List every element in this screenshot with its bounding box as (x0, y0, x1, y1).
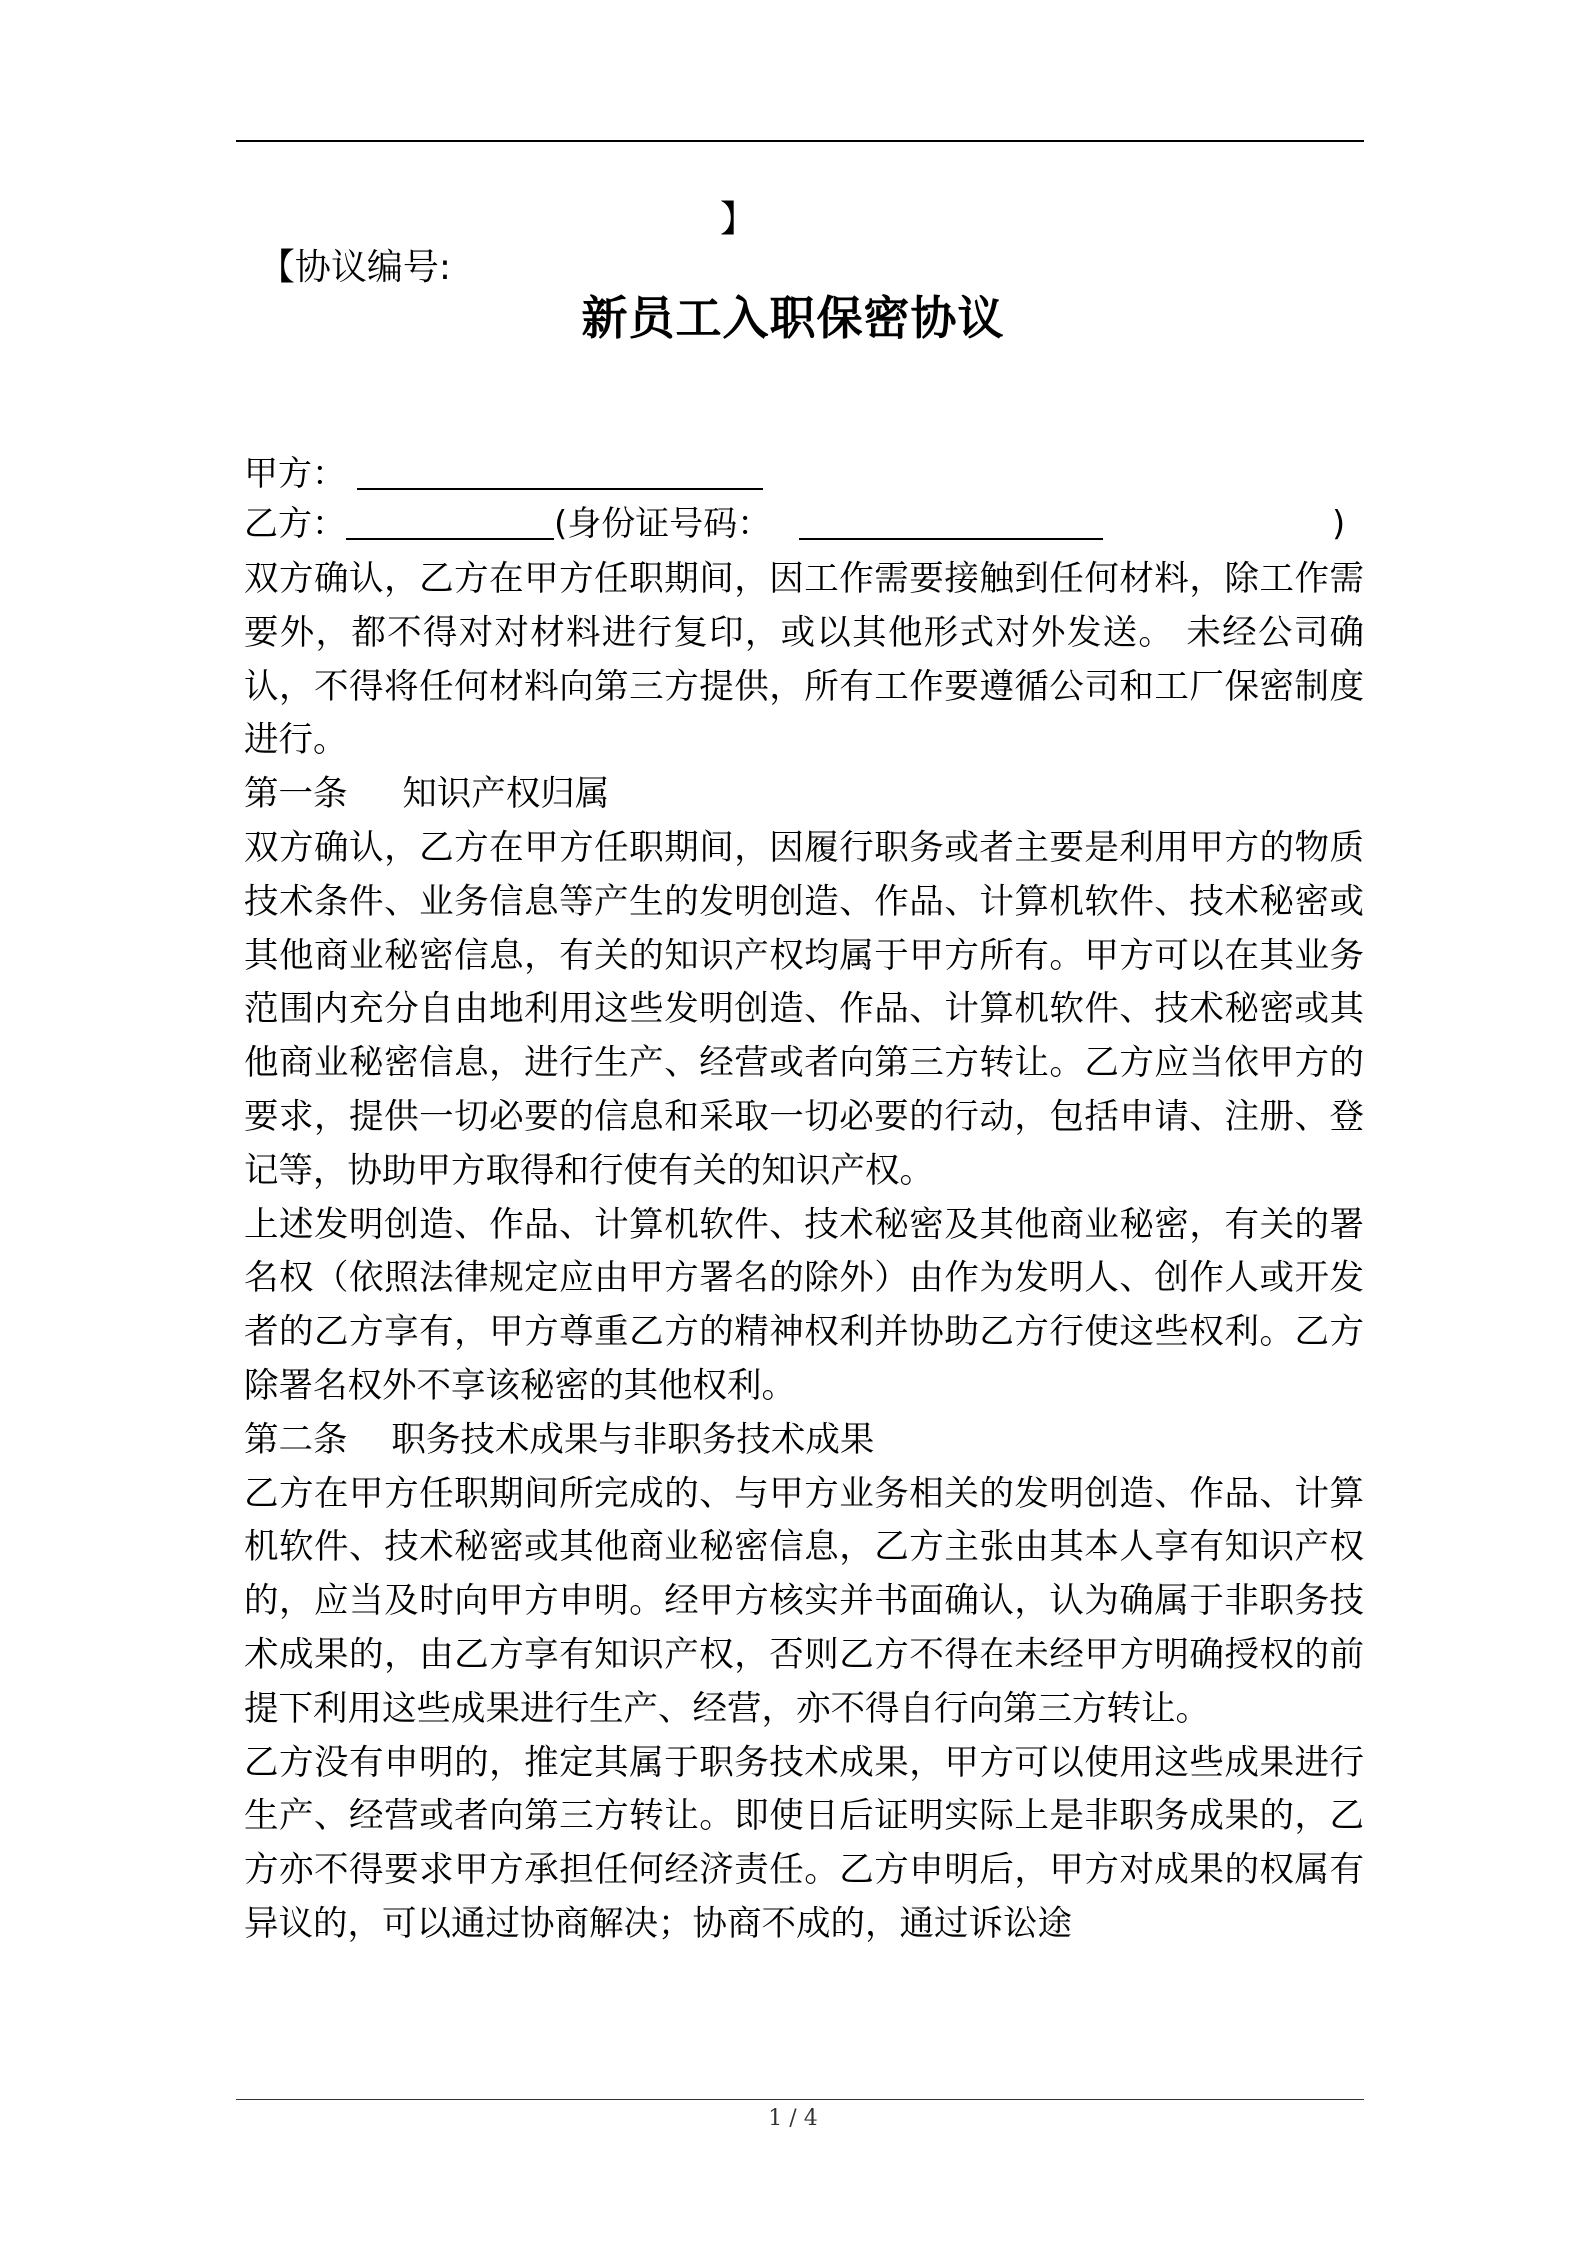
agreement-number-close: 】 (720, 199, 757, 240)
party-a-line (244, 452, 763, 496)
article-1-heading: 第一条 知识产权归属 (244, 774, 610, 815)
party-b-name-blank (346, 504, 554, 540)
page-number: 1 / 4 (768, 2106, 818, 2131)
article-2-paragraph-1: 乙方在甲方任职期间所完成的、与甲方业务相关的发明创造、作品、计算机软件、技术秘密或其他商业秘密信息，乙方主张由其本人享有知识产权的，应当及时向甲方申明。经甲方核实并书面确认，认为确属于非职务技术成果的，由乙方享有知识产权，否则乙方不得在未经甲方明确授权的前提下利用这些成果进行生产、经营，亦不得自行向第三方转让。 (244, 1473, 1364, 1729)
footer-rule (236, 2099, 1364, 2100)
party-b-id-blank (799, 504, 1103, 540)
article-1-paragraph-1: 双方确认，乙方在甲方任职期间，因履行职务或者主要是利用甲方的物质技术条件、业务信息等产生的发明创造、作品、计算机软件、技术秘密或其他商业秘密信息，有关的知识产权均属于甲方所有。甲方可以在其业务范围内充分自由地利用这些发明创造、作品、计算机软件、技术秘密或其他商业秘密信息，进行生产、经营或者向第三方转让。乙方应当依甲方的要求，提供一切必要的信息和采取一切必要的行动，包括申请、注册、登记等，协助甲方取得和行使有关的知识产权。 (244, 827, 1364, 1191)
party-b-line (244, 502, 1346, 546)
party-b-id-label: (身份证号码： (554, 504, 772, 544)
article-2-paragraph-2: 乙方没有申明的，推定其属于职务技术成果，甲方可以使用这些成果进行生产、经营或者向第三方转让。即使日后证明实际上是非职务成果的，乙方亦不得要求甲方承担任何经济责任。乙方申明后，甲方对成果的权属有异议的，可以通过协商解决；协商不成的，通过诉讼途 (244, 1742, 1364, 1944)
article-1-paragraph-2: 上述发明创造、作品、计算机软件、技术秘密及其他商业秘密，有关的署名权（依照法律规定应由甲方署名的除外）由作为发明人、创作人或开发者的乙方享有，甲方尊重乙方的精神权利并协助乙方行使这些权利。乙方除署名权外不享该秘密的其他权利。 (244, 1204, 1364, 1406)
party-a-blank (357, 454, 763, 490)
article-2-heading: 第二条 职务技术成果与非职务技术成果 (244, 1419, 875, 1460)
header-rule (236, 140, 1364, 142)
document-title: 新员工入职保密协议 (581, 291, 1005, 345)
agreement-number-label: 【协议编号: (258, 247, 452, 288)
party-b-id-close: ) (1332, 504, 1346, 544)
party-b-label: 乙方： (244, 504, 346, 544)
agreement-body (244, 553, 1364, 1952)
party-a-label: 甲方： (244, 454, 346, 494)
intro-paragraph: 双方确认，乙方在甲方任职期间，因工作需要接触到任何材料，除工作需要外，都不得对对材料进行复印，或以其他形式对外发送。 未经公司确认，不得将任何材料向第三方提供，所有工作要遵循公司和工厂保密制度进行。 (244, 559, 1364, 761)
